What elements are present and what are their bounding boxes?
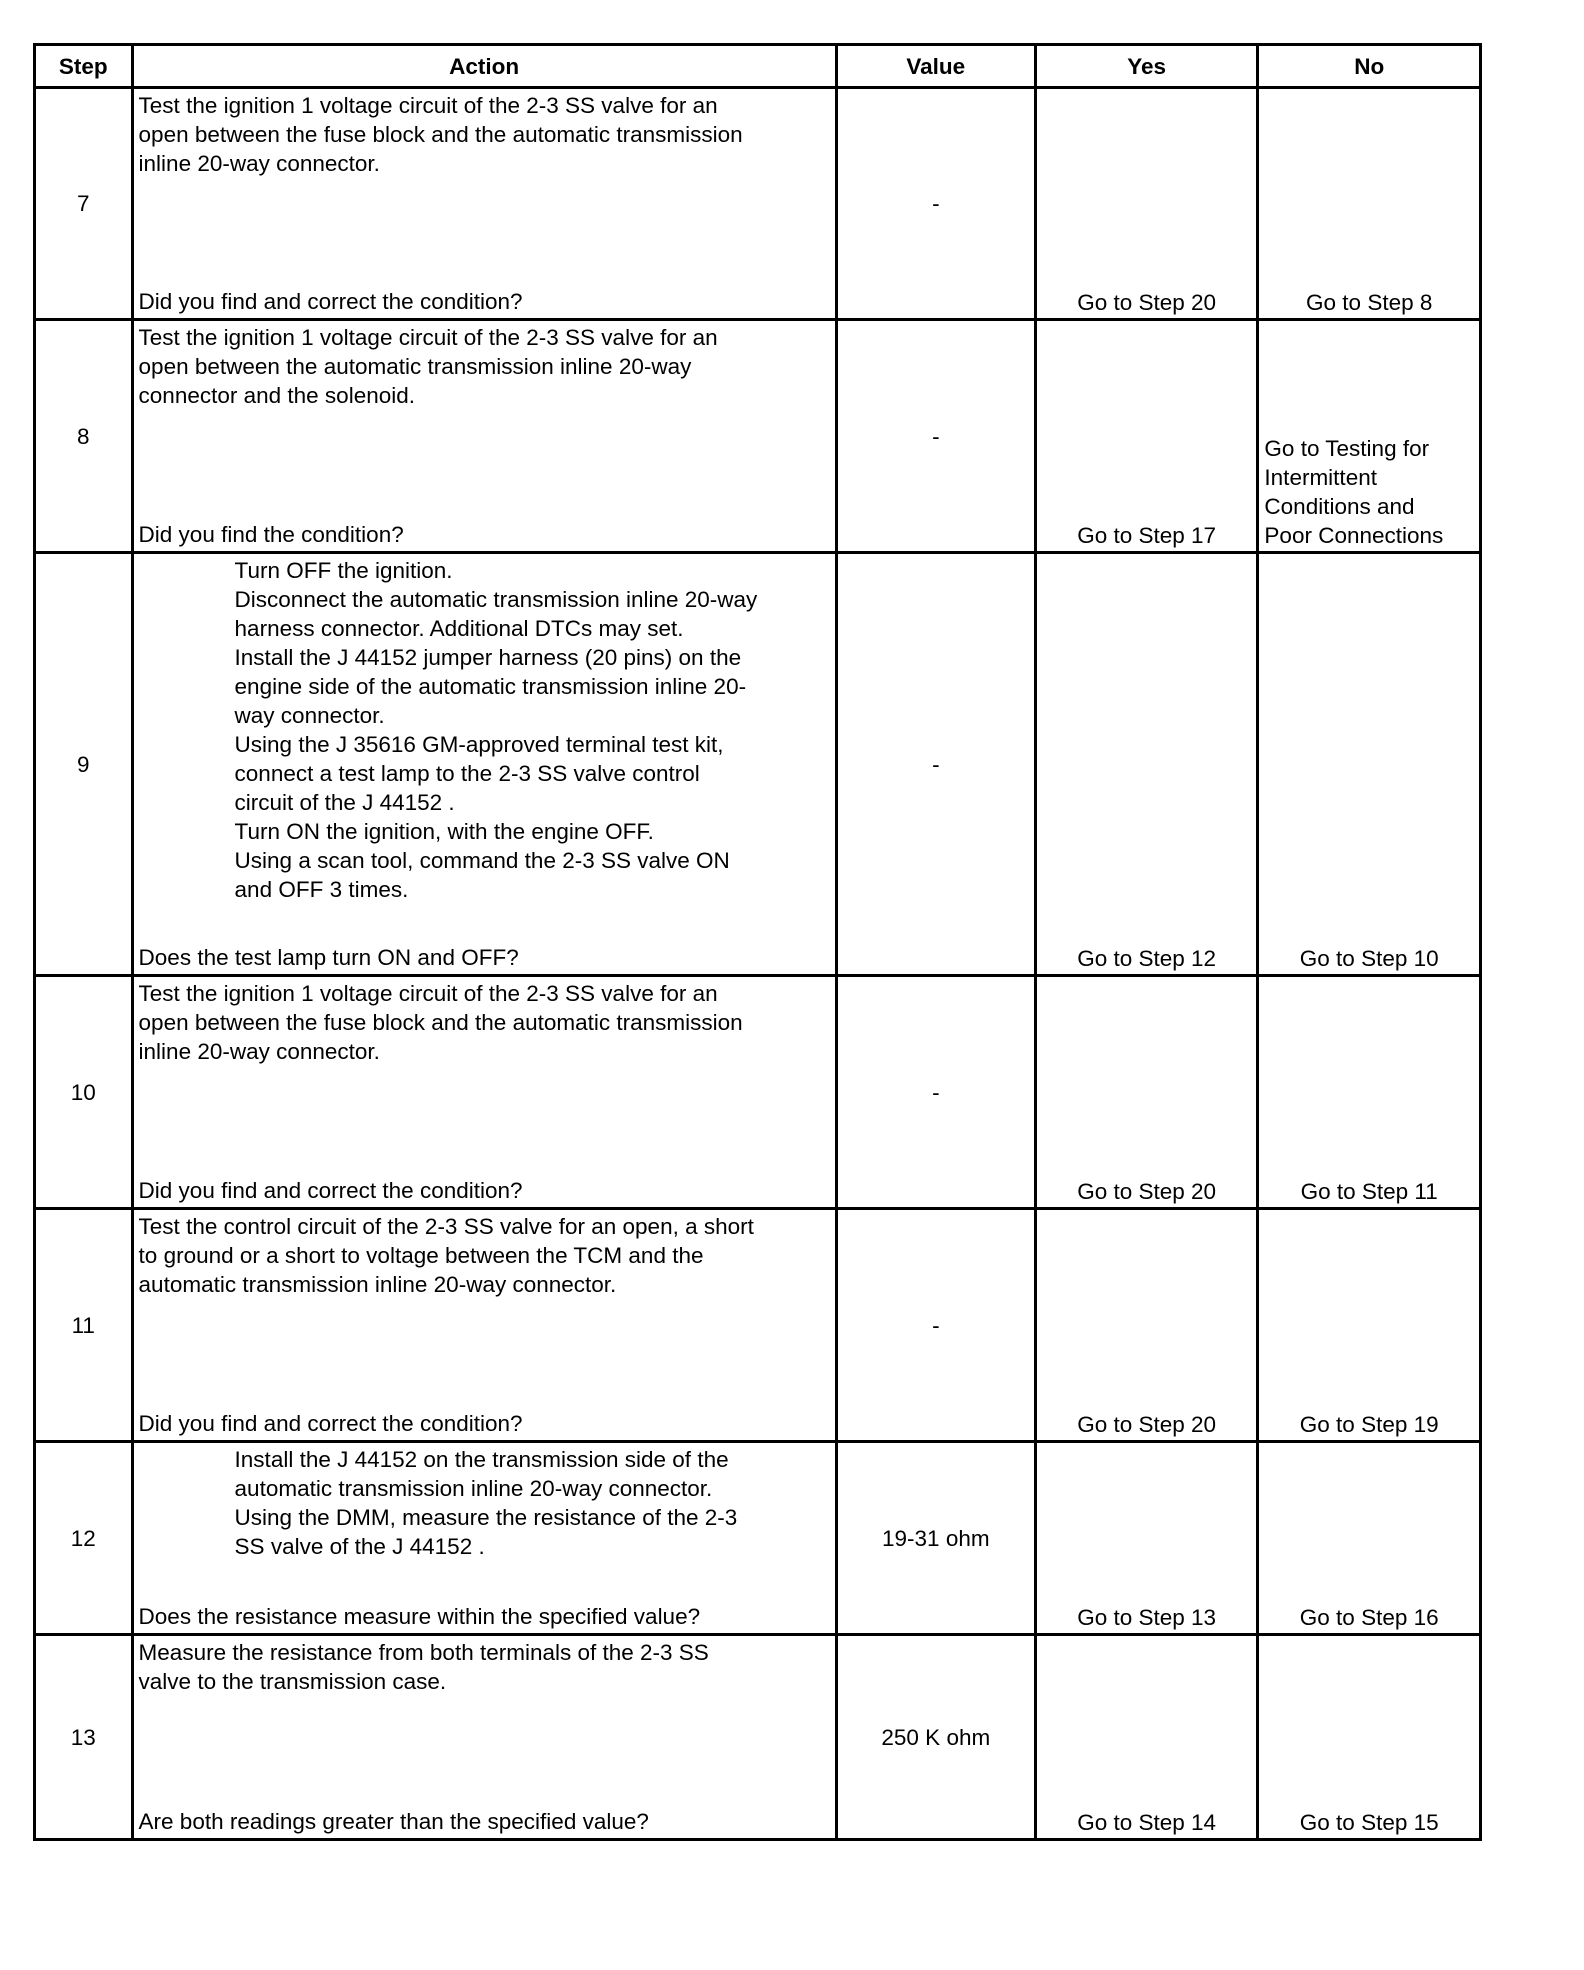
no-cell: Go to Step 8 <box>1258 88 1481 320</box>
table-row <box>35 1209 1481 1442</box>
action-line: automatic transmission inline 20-way connector. <box>234 1476 713 1501</box>
yes-cell: Go to Step 20 <box>1035 976 1258 1209</box>
value-cell: 19-31 ohm <box>836 1442 1035 1635</box>
action-line: Using the J 35616 GM-approved terminal test kit, <box>234 732 724 757</box>
no-line: Poor Connections <box>1264 523 1444 548</box>
action-question: Did you find and correct the condition? <box>138 289 523 314</box>
yes-cell: Go to Step 17 <box>1035 320 1258 553</box>
action-line: valve to the transmission case. <box>138 1669 447 1694</box>
no-line: Intermittent <box>1264 465 1377 490</box>
no-cell <box>1258 320 1481 553</box>
action-line: engine side of the automatic transmission inline 20- <box>234 674 747 699</box>
step-number: 10 <box>35 976 133 1209</box>
action-text <box>139 979 831 1066</box>
action-text <box>139 91 831 178</box>
step-number: 11 <box>35 1209 133 1442</box>
action-cell <box>132 320 836 553</box>
action-line: harness connector. Additional DTCs may set. <box>234 616 684 641</box>
action-question: Did you find and correct the condition? <box>138 1178 523 1203</box>
table-row <box>35 320 1481 553</box>
no-cell: Go to Step 15 <box>1258 1635 1481 1840</box>
yes-cell: Go to Step 12 <box>1035 553 1258 976</box>
table-row <box>35 88 1481 320</box>
header-no: No <box>1258 45 1481 88</box>
action-line: open between the fuse block and the automatic transmission <box>138 1010 743 1035</box>
action-cell <box>132 1442 836 1635</box>
action-line: connect a test lamp to the 2-3 SS valve control <box>234 761 700 786</box>
yes-cell: Go to Step 20 <box>1035 1209 1258 1442</box>
yes-cell: Go to Step 14 <box>1035 1635 1258 1840</box>
action-line: Measure the resistance from both terminals of the 2-3 SS <box>138 1640 709 1665</box>
action-line: open between the automatic transmission inline 20-way <box>138 354 692 379</box>
action-text <box>139 323 831 410</box>
yes-cell: Go to Step 20 <box>1035 88 1258 320</box>
action-line: Disconnect the automatic transmission inline 20-way <box>234 587 758 612</box>
no-cell: Go to Step 11 <box>1258 976 1481 1209</box>
action-question: Does the test lamp turn ON and OFF? <box>138 945 519 970</box>
action-line: Install the J 44152 jumper harness (20 pins) on the <box>234 645 742 670</box>
action-line: Turn ON the ignition, with the engine OFF. <box>234 819 654 844</box>
action-line: way connector. <box>234 703 385 728</box>
no-cell: Go to Step 10 <box>1258 553 1481 976</box>
no-line: Conditions and <box>1264 494 1415 519</box>
action-line: SS valve of the J 44152 . <box>234 1534 485 1559</box>
action-line: inline 20-way connector. <box>138 1039 380 1064</box>
action-line: and OFF 3 times. <box>234 877 409 902</box>
step-number: 7 <box>35 88 133 320</box>
header-step: Step <box>35 45 133 88</box>
table-row <box>35 976 1481 1209</box>
action-line: open between the fuse block and the automatic transmission <box>138 122 743 147</box>
action-line: Install the J 44152 on the transmission side of the <box>234 1447 729 1472</box>
action-line: Test the ignition 1 voltage circuit of the 2-3 SS valve for an <box>138 981 718 1006</box>
value-cell: - <box>836 1209 1035 1442</box>
header-action: Action <box>132 45 836 88</box>
step-number: 8 <box>35 320 133 553</box>
action-text <box>139 1212 831 1299</box>
header-yes: Yes <box>1035 45 1258 88</box>
value-cell: - <box>836 320 1035 553</box>
no-cell: Go to Step 19 <box>1258 1209 1481 1442</box>
value-cell: - <box>836 553 1035 976</box>
action-text <box>139 1445 831 1561</box>
value-cell: - <box>836 976 1035 1209</box>
step-number: 9 <box>35 553 133 976</box>
action-question: Does the resistance measure within the specified value? <box>138 1604 701 1629</box>
action-question: Did you find and correct the condition? <box>138 1411 523 1436</box>
action-line: Using the DMM, measure the resistance of the 2-3 <box>234 1505 738 1530</box>
action-line: Using a scan tool, command the 2-3 SS valve ON <box>234 848 730 873</box>
action-line: Test the ignition 1 voltage circuit of the 2-3 SS valve for an <box>138 93 718 118</box>
step-number: 13 <box>35 1635 133 1840</box>
action-cell <box>132 1209 836 1442</box>
table-row <box>35 1635 1481 1840</box>
table-row <box>35 553 1481 976</box>
action-line: to ground or a short to voltage between the TCM and the <box>138 1243 704 1268</box>
yes-cell: Go to Step 13 <box>1035 1442 1258 1635</box>
action-text <box>139 1638 831 1696</box>
action-cell <box>132 88 836 320</box>
action-line: Turn OFF the ignition. <box>234 558 453 583</box>
no-line: Go to Testing for <box>1264 436 1430 461</box>
header-row <box>35 45 1481 88</box>
step-number: 12 <box>35 1442 133 1635</box>
action-line: Test the control circuit of the 2-3 SS valve for an open, a short <box>138 1214 754 1239</box>
diagnostic-table <box>33 43 1482 1841</box>
action-line: inline 20-way connector. <box>138 151 380 176</box>
action-cell <box>132 976 836 1209</box>
action-line: circuit of the J 44152 . <box>234 790 455 815</box>
action-cell <box>132 1635 836 1840</box>
action-line: automatic transmission inline 20-way connector. <box>138 1272 617 1297</box>
action-line: connector and the solenoid. <box>138 383 415 408</box>
no-cell: Go to Step 16 <box>1258 1442 1481 1635</box>
action-text <box>139 556 831 904</box>
table-row <box>35 1442 1481 1635</box>
header-value: Value <box>836 45 1035 88</box>
value-cell: 250 K ohm <box>836 1635 1035 1840</box>
action-question: Did you find the condition? <box>138 522 404 547</box>
action-line: Test the ignition 1 voltage circuit of the 2-3 SS valve for an <box>138 325 718 350</box>
action-cell <box>132 553 836 976</box>
action-question: Are both readings greater than the specified value? <box>138 1809 649 1834</box>
value-cell: - <box>836 88 1035 320</box>
